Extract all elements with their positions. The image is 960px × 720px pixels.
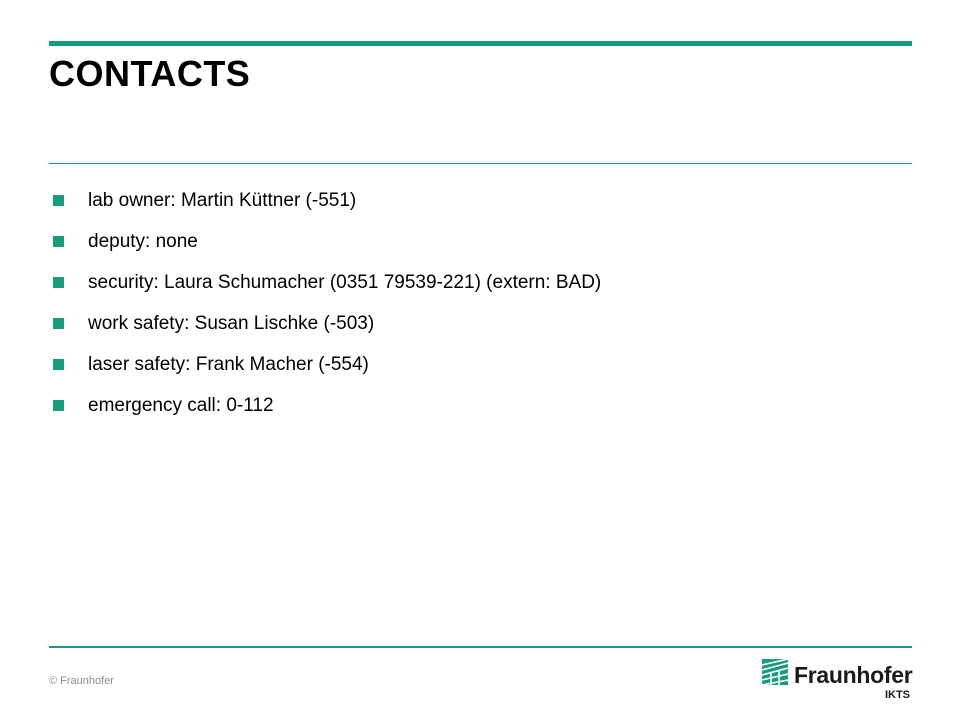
slide-title: CONTACTS [49, 53, 251, 94]
footer-rule [49, 646, 912, 648]
list-item-text: work safety: Susan Lischke (-503) [88, 313, 375, 334]
list-item-text: security: Laura Schumacher (0351 79539-221) (extern: BAD) [88, 272, 602, 293]
contact-list [49, 186, 601, 432]
bullet-square-icon [53, 318, 64, 329]
logo-institute: IKTS [884, 689, 910, 701]
list-item [49, 309, 601, 350]
list-item-text: deputy: none [88, 231, 198, 252]
copyright-text: © Fraunhofer [49, 675, 114, 687]
fraunhofer-logo [762, 659, 912, 707]
bullet-square-icon [53, 400, 64, 411]
list-item [49, 350, 601, 391]
list-item [49, 227, 601, 268]
title-divider [49, 163, 912, 164]
top-rule [49, 41, 912, 46]
fraunhofer-logo-icon [762, 659, 788, 685]
bullet-square-icon [53, 359, 64, 370]
list-item-text: laser safety: Frank Macher (-554) [88, 354, 369, 375]
list-item-text: lab owner: Martin Küttner (-551) [88, 190, 357, 211]
list-item [49, 268, 601, 309]
bullet-square-icon [53, 277, 64, 288]
list-item [49, 186, 601, 227]
list-item-text: emergency call: 0-112 [88, 395, 274, 416]
list-item [49, 391, 601, 432]
bullet-square-icon [53, 236, 64, 247]
bullet-square-icon [53, 195, 64, 206]
logo-wordmark: Fraunhofer [794, 662, 913, 688]
